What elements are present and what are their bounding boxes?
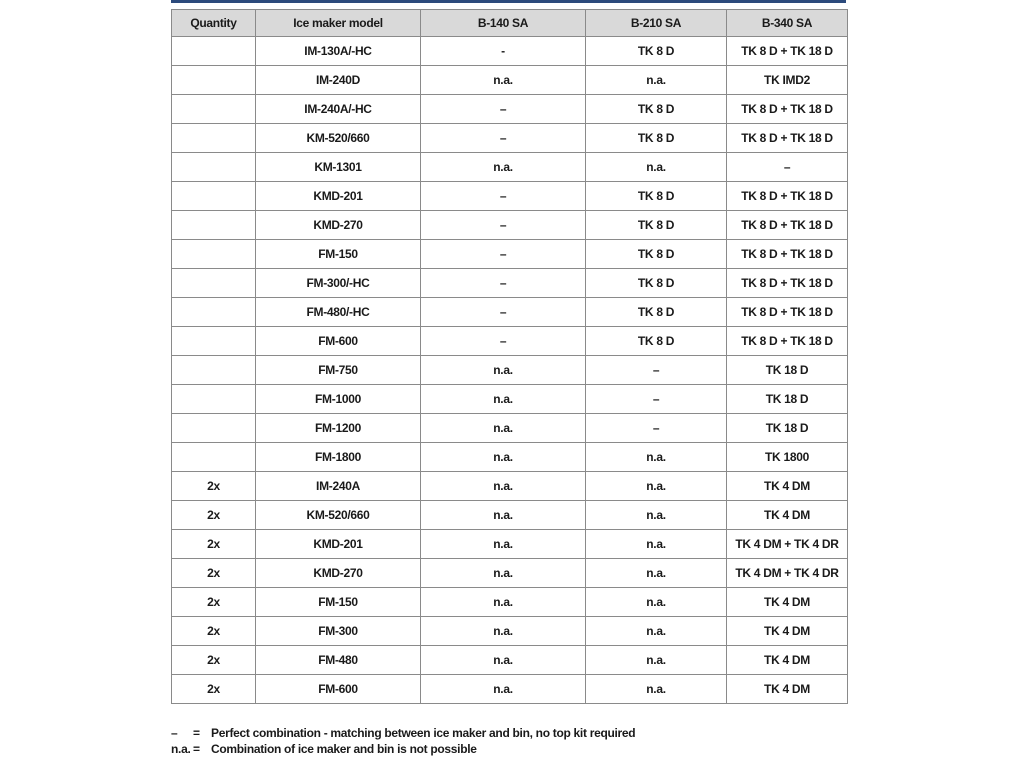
- cell-b-340-sa: TK 4 DM: [727, 472, 848, 501]
- cell-model: KMD-270: [256, 559, 421, 588]
- compatibility-table: [171, 9, 848, 704]
- cell-model: FM-600: [256, 675, 421, 704]
- cell-b-140-sa: n.a.: [421, 414, 586, 443]
- cell-b-140-sa: –: [421, 95, 586, 124]
- cell-b-140-sa: –: [421, 327, 586, 356]
- cell-b-210-sa: n.a.: [586, 530, 727, 559]
- cell-b-140-sa: n.a.: [421, 559, 586, 588]
- cell-model: FM-1200: [256, 414, 421, 443]
- cell-quantity: [172, 298, 256, 327]
- cell-b-210-sa: TK 8 D: [586, 124, 727, 153]
- cell-b-210-sa: TK 8 D: [586, 298, 727, 327]
- legend-symbol: n.a.: [171, 742, 191, 756]
- cell-b-140-sa: n.a.: [421, 153, 586, 182]
- cell-quantity: [172, 95, 256, 124]
- cell-b-210-sa: n.a.: [586, 472, 727, 501]
- cell-b-210-sa: TK 8 D: [586, 240, 727, 269]
- cell-b-140-sa: n.a.: [421, 385, 586, 414]
- table-header-row: [172, 10, 848, 37]
- cell-model: IM-130A/-HC: [256, 37, 421, 66]
- legend-equals: =: [193, 726, 200, 740]
- cell-b-140-sa: n.a.: [421, 501, 586, 530]
- cell-b-340-sa: TK 4 DM: [727, 501, 848, 530]
- table-row: [172, 124, 848, 153]
- cell-model: IM-240A/-HC: [256, 95, 421, 124]
- cell-b-140-sa: n.a.: [421, 530, 586, 559]
- cell-quantity: [172, 37, 256, 66]
- cell-model: FM-750: [256, 356, 421, 385]
- cell-b-140-sa: –: [421, 211, 586, 240]
- cell-b-140-sa: n.a.: [421, 646, 586, 675]
- cell-b-340-sa: TK 4 DM + TK 4 DR: [727, 530, 848, 559]
- cell-model: IM-240A: [256, 472, 421, 501]
- cell-quantity: 2x: [172, 617, 256, 646]
- cell-model: KMD-270: [256, 211, 421, 240]
- header-quantity: Quantity: [172, 10, 256, 37]
- table-row: [172, 37, 848, 66]
- cell-b-210-sa: –: [586, 414, 727, 443]
- top-rule: [171, 0, 846, 3]
- cell-b-140-sa: –: [421, 298, 586, 327]
- legend-item: [171, 741, 635, 757]
- cell-b-210-sa: n.a.: [586, 559, 727, 588]
- cell-b-340-sa: TK 8 D + TK 18 D: [727, 182, 848, 211]
- cell-b-340-sa: TK 4 DM: [727, 675, 848, 704]
- table-row: [172, 182, 848, 211]
- cell-quantity: 2x: [172, 530, 256, 559]
- cell-quantity: [172, 443, 256, 472]
- legend-item: [171, 725, 635, 741]
- cell-quantity: 2x: [172, 559, 256, 588]
- table-row: [172, 530, 848, 559]
- cell-model: FM-1800: [256, 443, 421, 472]
- cell-b-340-sa: TK 18 D: [727, 385, 848, 414]
- cell-quantity: [172, 182, 256, 211]
- cell-model: FM-1000: [256, 385, 421, 414]
- cell-model: KM-1301: [256, 153, 421, 182]
- table-row: [172, 501, 848, 530]
- cell-b-340-sa: TK IMD2: [727, 66, 848, 95]
- header-b-340-sa: B-340 SA: [727, 10, 848, 37]
- cell-b-340-sa: TK 8 D + TK 18 D: [727, 124, 848, 153]
- cell-quantity: [172, 124, 256, 153]
- table-row: [172, 298, 848, 327]
- cell-b-340-sa: TK 8 D + TK 18 D: [727, 269, 848, 298]
- table-row: [172, 269, 848, 298]
- cell-quantity: [172, 211, 256, 240]
- table-row: [172, 646, 848, 675]
- cell-quantity: 2x: [172, 588, 256, 617]
- cell-b-340-sa: TK 4 DM: [727, 646, 848, 675]
- table-row: [172, 240, 848, 269]
- cell-b-340-sa: TK 1800: [727, 443, 848, 472]
- table-row: [172, 617, 848, 646]
- header-b-210-sa: B-210 SA: [586, 10, 727, 37]
- table-row: [172, 385, 848, 414]
- cell-model: FM-300: [256, 617, 421, 646]
- header-b-140-sa: B-140 SA: [421, 10, 586, 37]
- legend-text: Combination of ice maker and bin is not possible: [211, 742, 477, 756]
- cell-quantity: [172, 414, 256, 443]
- cell-b-140-sa: –: [421, 124, 586, 153]
- cell-b-210-sa: TK 8 D: [586, 211, 727, 240]
- cell-b-210-sa: TK 8 D: [586, 269, 727, 298]
- cell-b-140-sa: n.a.: [421, 356, 586, 385]
- cell-model: FM-300/-HC: [256, 269, 421, 298]
- cell-quantity: 2x: [172, 472, 256, 501]
- cell-model: KM-520/660: [256, 124, 421, 153]
- cell-b-340-sa: TK 4 DM: [727, 617, 848, 646]
- legend-equals: =: [193, 742, 200, 756]
- cell-b-210-sa: n.a.: [586, 153, 727, 182]
- cell-b-340-sa: TK 4 DM: [727, 588, 848, 617]
- cell-quantity: [172, 385, 256, 414]
- cell-quantity: [172, 356, 256, 385]
- table-row: [172, 153, 848, 182]
- cell-b-140-sa: –: [421, 269, 586, 298]
- cell-b-340-sa: TK 8 D + TK 18 D: [727, 327, 848, 356]
- cell-b-340-sa: TK 8 D + TK 18 D: [727, 37, 848, 66]
- cell-b-340-sa: TK 18 D: [727, 414, 848, 443]
- cell-b-210-sa: –: [586, 356, 727, 385]
- cell-b-140-sa: –: [421, 240, 586, 269]
- cell-quantity: [172, 269, 256, 298]
- cell-b-340-sa: TK 8 D + TK 18 D: [727, 240, 848, 269]
- cell-model: FM-480/-HC: [256, 298, 421, 327]
- cell-b-210-sa: TK 8 D: [586, 327, 727, 356]
- cell-b-140-sa: n.a.: [421, 472, 586, 501]
- cell-b-210-sa: n.a.: [586, 588, 727, 617]
- cell-b-210-sa: n.a.: [586, 66, 727, 95]
- cell-b-140-sa: n.a.: [421, 443, 586, 472]
- table-row: [172, 211, 848, 240]
- table-row: [172, 675, 848, 704]
- cell-b-210-sa: n.a.: [586, 675, 727, 704]
- cell-quantity: [172, 240, 256, 269]
- table-row: [172, 414, 848, 443]
- cell-model: KMD-201: [256, 182, 421, 211]
- cell-model: IM-240D: [256, 66, 421, 95]
- cell-b-340-sa: TK 4 DM + TK 4 DR: [727, 559, 848, 588]
- cell-quantity: 2x: [172, 501, 256, 530]
- cell-b-210-sa: n.a.: [586, 646, 727, 675]
- cell-model: FM-150: [256, 588, 421, 617]
- cell-b-140-sa: n.a.: [421, 66, 586, 95]
- legend-symbol: –: [171, 726, 178, 740]
- cell-b-140-sa: n.a.: [421, 675, 586, 704]
- legend: [171, 725, 635, 757]
- cell-model: FM-480: [256, 646, 421, 675]
- cell-b-140-sa: n.a.: [421, 617, 586, 646]
- table-row: [172, 356, 848, 385]
- cell-b-210-sa: n.a.: [586, 617, 727, 646]
- cell-b-340-sa: TK 8 D + TK 18 D: [727, 95, 848, 124]
- cell-quantity: [172, 66, 256, 95]
- cell-model: KMD-201: [256, 530, 421, 559]
- cell-b-210-sa: n.a.: [586, 443, 727, 472]
- cell-b-210-sa: TK 8 D: [586, 37, 727, 66]
- cell-b-340-sa: –: [727, 153, 848, 182]
- cell-quantity: 2x: [172, 646, 256, 675]
- table-row: [172, 559, 848, 588]
- table-row: [172, 95, 848, 124]
- cell-model: FM-600: [256, 327, 421, 356]
- cell-b-340-sa: TK 8 D + TK 18 D: [727, 298, 848, 327]
- legend-text: Perfect combination - matching between ice maker and bin, no top kit required: [211, 726, 636, 740]
- cell-quantity: [172, 153, 256, 182]
- table-row: [172, 66, 848, 95]
- cell-model: KM-520/660: [256, 501, 421, 530]
- table-row: [172, 443, 848, 472]
- cell-b-140-sa: -: [421, 37, 586, 66]
- cell-b-210-sa: n.a.: [586, 501, 727, 530]
- table-row: [172, 327, 848, 356]
- cell-b-210-sa: TK 8 D: [586, 182, 727, 211]
- cell-b-210-sa: –: [586, 385, 727, 414]
- table-row: [172, 588, 848, 617]
- cell-b-140-sa: n.a.: [421, 588, 586, 617]
- header-ice-maker-model: Ice maker model: [256, 10, 421, 37]
- table-body: [172, 37, 848, 704]
- cell-quantity: 2x: [172, 675, 256, 704]
- cell-b-140-sa: –: [421, 182, 586, 211]
- cell-model: FM-150: [256, 240, 421, 269]
- cell-quantity: [172, 327, 256, 356]
- cell-b-210-sa: TK 8 D: [586, 95, 727, 124]
- cell-b-340-sa: TK 8 D + TK 18 D: [727, 211, 848, 240]
- cell-b-340-sa: TK 18 D: [727, 356, 848, 385]
- table-row: [172, 472, 848, 501]
